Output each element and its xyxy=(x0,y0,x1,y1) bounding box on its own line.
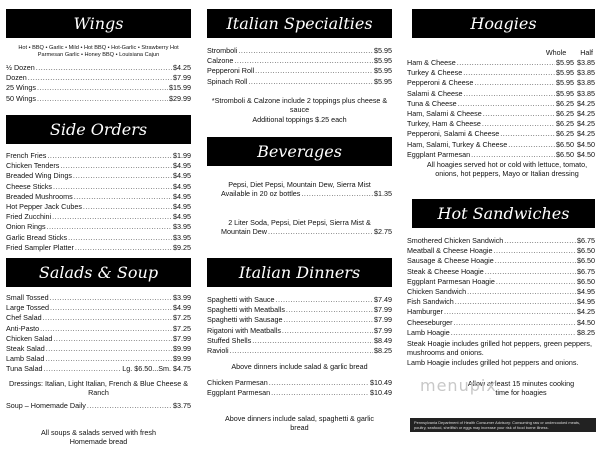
hot-sandwich-item xyxy=(407,318,595,328)
item-price: $15.99 xyxy=(169,83,191,93)
item-price: $9.99 xyxy=(173,354,191,364)
specialty-item xyxy=(207,46,392,56)
item-price: $10.49 xyxy=(370,388,392,398)
hoagie-item xyxy=(407,58,595,68)
item-price-half: $3.85 xyxy=(577,68,595,78)
item-price: $7.99 xyxy=(374,325,392,335)
item-name: Spinach Roll xyxy=(207,76,248,86)
item-price: $8.49 xyxy=(374,335,392,345)
item-name: Ham, Salami, Turkey & Cheese xyxy=(407,139,508,149)
item-name: Cheeseburger xyxy=(407,317,453,327)
item-name: Breaded Mushrooms xyxy=(6,191,73,201)
item-price: $6.75 xyxy=(577,266,595,276)
item-price: $4.95 xyxy=(577,286,595,296)
side-orders-title: Side Orders xyxy=(49,120,148,139)
dot-leader xyxy=(40,324,172,334)
salads-list xyxy=(6,293,191,375)
beverage-item-2 xyxy=(207,218,392,237)
item-name: Large Tossed xyxy=(6,303,50,313)
item-price: $7.99 xyxy=(173,333,191,343)
hot-sandwich-item xyxy=(407,246,595,256)
item-price: $4.99 xyxy=(173,303,191,313)
specialty-item xyxy=(207,56,392,66)
salad-item xyxy=(6,293,191,303)
dot-leader xyxy=(252,336,373,346)
dot-leader xyxy=(471,150,555,160)
italian-specialties-list xyxy=(207,46,392,87)
item-price-half: $4.25 xyxy=(577,108,595,118)
item-name: Chicken Sandwich xyxy=(407,286,467,296)
hot-sandwich-item xyxy=(407,256,595,266)
italian-dinners-header xyxy=(207,258,392,287)
dot-leader xyxy=(500,129,555,139)
dot-leader xyxy=(269,378,369,388)
item-name: 50 Wings xyxy=(6,93,36,103)
hot-sandwiches-note-2: Lamb Hoagie includes grilled hot peppers and onions. xyxy=(407,358,579,367)
dot-leader xyxy=(451,328,576,338)
item-price: $4.95 xyxy=(173,171,191,181)
item-name: Fried Sampler Platter xyxy=(6,242,74,252)
salad-item xyxy=(6,334,191,344)
hoagie-item xyxy=(407,150,595,160)
item-name: Steak & Cheese Hoagie xyxy=(407,266,484,276)
beverage-1-line-2: Available in 20 oz bottles xyxy=(221,189,301,199)
dressings-note: Dressings: Italian, Light Italian, French & Blue Cheese & Ranch xyxy=(9,379,188,398)
dot-leader xyxy=(36,63,172,73)
item-price: $6.25 xyxy=(556,119,574,129)
item-name: Lamb Salad xyxy=(6,354,45,364)
salads-header xyxy=(6,258,191,287)
item-price: $7.25 xyxy=(173,323,191,333)
item-price: $4.95 xyxy=(173,181,191,191)
item-name: Spaghetti with Sauce xyxy=(207,295,275,304)
dinner-item xyxy=(207,388,392,398)
dinner-item xyxy=(207,378,392,388)
item-price-half: $3.85 xyxy=(577,78,595,88)
hoagie-item xyxy=(407,119,595,129)
dot-leader xyxy=(496,277,576,287)
item-name: ½ Dozen xyxy=(6,63,35,72)
item-price-half: $4.50 xyxy=(577,139,595,149)
dot-leader xyxy=(28,73,172,83)
dinners-note-2: Above dinners include salad, spaghetti & garlic bread xyxy=(224,414,375,433)
hoagies-note: All hoagies served hot or cold with lettuce, tomato, onions, hot peppers, Mayo or Italian dressing xyxy=(426,160,588,179)
item-name: Anti-Pasto xyxy=(6,323,40,333)
hot-sandwiches-title: Hot Sandwiches xyxy=(437,204,570,223)
side-order-item xyxy=(6,233,191,243)
wings-title: Wings xyxy=(73,14,124,33)
item-name: Ravioli xyxy=(207,345,229,355)
soup-row xyxy=(6,401,191,411)
item-name: Salami & Cheese xyxy=(407,88,463,98)
side-order-item xyxy=(6,161,191,171)
dot-leader xyxy=(482,119,555,129)
hot-sandwich-item xyxy=(407,277,595,287)
item-price: $7.49 xyxy=(374,295,392,304)
dot-leader xyxy=(83,202,172,212)
item-name: Chicken Salad xyxy=(6,333,53,343)
dot-leader xyxy=(444,307,576,317)
hoagie-item xyxy=(407,99,595,109)
hot-sandwiches-list xyxy=(407,236,595,338)
item-name: Smothered Chicken Sandwich xyxy=(407,236,504,245)
item-price-half: $3.85 xyxy=(577,88,595,98)
dot-leader xyxy=(68,233,172,243)
hot-sandwich-item xyxy=(407,307,595,317)
hot-sandwich-item xyxy=(407,267,595,277)
dot-leader xyxy=(50,303,172,313)
item-name: Turkey & Cheese xyxy=(407,68,463,78)
item-price: $5.95 xyxy=(374,66,392,76)
item-name: Cheese Sticks xyxy=(6,181,52,191)
item-price: $8.25 xyxy=(577,327,595,337)
item-price: $4.95 xyxy=(173,161,191,171)
item-name: Meatball & Cheese Hoagie xyxy=(407,246,493,256)
specialties-note-2: Additional toppings $.25 each xyxy=(252,115,347,124)
hot-sandwich-item xyxy=(407,297,595,307)
item-name: Rigatoni with Meatballs xyxy=(207,325,281,335)
item-name: Chicken Parmesan xyxy=(207,378,268,387)
dot-leader xyxy=(47,151,172,161)
beverages-title: Beverages xyxy=(257,142,342,161)
side-order-item xyxy=(6,222,191,232)
dot-leader xyxy=(282,326,373,336)
column-middle xyxy=(207,0,392,464)
dot-leader xyxy=(75,243,172,253)
item-name: Tuna Salad xyxy=(6,364,43,374)
dot-leader xyxy=(276,295,373,305)
item-price: $4.95 xyxy=(577,297,595,307)
salad-item xyxy=(6,313,191,323)
dot-leader xyxy=(271,388,369,398)
dot-leader xyxy=(464,89,555,99)
item-price-half: $4.25 xyxy=(577,129,595,139)
specialty-item xyxy=(207,66,392,76)
side-order-item xyxy=(6,212,191,222)
cook-time-note: Allow at least 15 minutes cooking time for hoagies xyxy=(467,379,575,398)
menupix-watermark: menupix xyxy=(420,376,497,395)
dot-leader xyxy=(494,246,576,256)
item-price: $5.95 xyxy=(556,68,574,78)
side-order-item xyxy=(6,151,191,161)
item-price: $4.50 xyxy=(577,317,595,327)
salad-item xyxy=(6,344,191,354)
item-price: $4.95 xyxy=(173,201,191,211)
italian-dinners-title: Italian Dinners xyxy=(238,263,361,282)
dot-leader xyxy=(44,364,122,374)
item-price: $1.99 xyxy=(173,151,191,160)
item-price: $5.95 xyxy=(556,88,574,98)
dot-leader xyxy=(458,99,555,109)
hoagie-item xyxy=(407,109,595,119)
item-name: Lamb Hoagie xyxy=(407,327,450,337)
item-price: $5.95 xyxy=(556,58,574,67)
wings-item xyxy=(6,83,191,93)
item-name: 25 Wings xyxy=(6,83,36,93)
dot-leader xyxy=(454,318,576,328)
item-name: Eggplant Parmesan xyxy=(207,388,271,398)
item-price: $6.50 xyxy=(577,276,595,286)
item-price: $3.99 xyxy=(173,293,191,302)
dinner-item xyxy=(207,336,392,346)
item-name: Small Tossed xyxy=(6,293,49,302)
item-price: $6.50 xyxy=(577,246,595,256)
italian-specialties-title: Italian Specialties xyxy=(226,14,373,33)
wings-item xyxy=(6,94,191,104)
side-order-item xyxy=(6,182,191,192)
beverage-1-line-1: Pepsi, Diet Pepsi, Mountain Dew, Sierra Mist xyxy=(228,180,371,189)
hoagies-whole-head: Whole xyxy=(545,48,567,57)
item-name: French Fries xyxy=(6,151,47,160)
item-price: $9.99 xyxy=(173,343,191,353)
item-price: $6.50 xyxy=(556,139,574,149)
item-price: $6.50 xyxy=(577,256,595,266)
item-price: $7.99 xyxy=(173,73,191,83)
wings-item xyxy=(6,73,191,83)
dot-leader xyxy=(60,161,172,171)
health-advisory: Pennsylvania Department of Health Consumer Advisory: Consuming raw or undercooked meats, poultry, seafood, shellfish or eggs may increase your risk of food borne illness. xyxy=(410,418,596,432)
dot-leader xyxy=(485,267,576,277)
side-order-item xyxy=(6,192,191,202)
item-name: Stuffed Shells xyxy=(207,335,252,345)
item-price: $4.95 xyxy=(173,212,191,222)
item-name: Pepperoni Roll xyxy=(207,66,255,76)
dot-leader xyxy=(467,287,576,297)
item-price: $5.95 xyxy=(556,78,574,88)
dot-leader xyxy=(504,236,576,246)
item-name: Turkey, Ham & Cheese xyxy=(407,119,481,129)
dot-leader xyxy=(46,344,172,354)
item-price: $29.99 xyxy=(169,93,191,103)
specialties-note-1: *Stromboli & Calzone include 2 toppings plus cheese & sauce xyxy=(211,96,388,115)
item-price: $7.99 xyxy=(374,305,392,315)
item-price: $10.49 xyxy=(370,378,392,387)
item-price: $6.25 xyxy=(556,98,574,108)
dot-leader xyxy=(73,171,172,181)
salad-item xyxy=(6,364,191,374)
item-price: $8.25 xyxy=(374,345,392,355)
item-price-half: $4.25 xyxy=(577,98,595,108)
dot-leader xyxy=(495,256,576,266)
side-order-item xyxy=(6,171,191,181)
salad-item xyxy=(6,354,191,364)
item-price-half: $3.85 xyxy=(577,58,595,67)
side-orders-header xyxy=(6,115,191,144)
dot-leader xyxy=(474,78,555,88)
item-name: Fried Zucchini xyxy=(6,212,52,222)
salad-item xyxy=(6,324,191,334)
item-name: Hamburger xyxy=(407,307,443,317)
item-name: Stromboli xyxy=(207,46,238,55)
dot-leader xyxy=(483,109,555,119)
dinner-item xyxy=(207,326,392,336)
beverage-item-1 xyxy=(207,180,392,199)
item-price-half: $4.25 xyxy=(577,119,595,129)
dot-leader xyxy=(463,68,555,78)
item-price-half: $4.50 xyxy=(577,149,595,159)
item-price: $4.25 xyxy=(577,307,595,317)
item-name: Spaghetti with Sausage xyxy=(207,315,283,325)
hot-sandwich-item xyxy=(407,236,595,246)
soup-name: Soup – Homemade Daily xyxy=(6,401,86,410)
dot-leader xyxy=(53,182,172,192)
item-price: Lg. $6.50...Sm. $4.75 xyxy=(122,364,191,374)
hot-sandwich-item xyxy=(407,328,595,338)
item-price: $5.95 xyxy=(374,56,392,66)
item-price: $6.25 xyxy=(556,108,574,118)
item-name: Dozen xyxy=(6,73,27,83)
item-name: Pepperoni, Salami & Cheese xyxy=(407,129,500,139)
item-price: $9.25 xyxy=(173,242,191,252)
item-name: Garlic Bread Sticks xyxy=(6,232,68,242)
wings-header xyxy=(6,9,191,38)
item-name: Chef Salad xyxy=(6,313,42,323)
item-name: Hot Pepper Jack Cubes xyxy=(6,201,82,211)
dot-leader xyxy=(508,140,555,150)
item-price: $3.95 xyxy=(173,232,191,242)
hoagie-item xyxy=(407,78,595,88)
beverage-2-price: $2.75 xyxy=(374,227,392,237)
item-price: $7.25 xyxy=(173,313,191,323)
dot-leader xyxy=(74,192,172,202)
salads-footnote: All soups & salads served with fresh Homemade bread xyxy=(40,428,157,447)
hoagies-header xyxy=(412,9,595,38)
column-left xyxy=(6,0,191,464)
dot-leader xyxy=(53,334,172,344)
item-price: $7.99 xyxy=(374,315,392,325)
hoagie-item xyxy=(407,140,595,150)
side-order-item xyxy=(6,202,191,212)
item-price: $4.25 xyxy=(173,63,191,72)
dot-leader xyxy=(37,83,168,93)
item-price: $5.95 xyxy=(374,76,392,86)
hot-sandwiches-note-1: Steak Hoagie includes grilled hot peppers, green peppers, mushrooms and onions. xyxy=(407,339,592,358)
item-price: $6.75 xyxy=(577,236,595,245)
dot-leader xyxy=(43,313,172,323)
item-price: $4.95 xyxy=(173,191,191,201)
hoagies-half-head: Half xyxy=(580,48,593,57)
wings-list xyxy=(6,63,191,104)
hoagies-list xyxy=(407,58,595,160)
item-name: Sausage & Cheese Hoagie xyxy=(407,256,494,266)
beverage-1-price: $1.35 xyxy=(374,189,392,199)
dot-leader xyxy=(286,305,373,315)
item-name: Pepperoni & Cheese xyxy=(407,78,474,88)
dot-leader xyxy=(455,297,576,307)
item-price: $6.25 xyxy=(556,129,574,139)
dot-leader xyxy=(234,56,373,66)
item-name: Ham & Cheese xyxy=(407,58,456,67)
side-order-item xyxy=(6,243,191,253)
soup-price: $3.75 xyxy=(173,401,191,410)
item-name: Fish Sandwich xyxy=(407,297,454,307)
hoagie-item xyxy=(407,68,595,78)
beverage-2-line-1: 2 Liter Soda, Pepsi, Diet Pepsi, Sierra Mist & xyxy=(228,218,371,227)
hot-sandwich-item xyxy=(407,287,595,297)
dot-leader xyxy=(238,46,373,56)
salads-title: Salads & Soup xyxy=(38,263,159,282)
item-price: $3.95 xyxy=(173,222,191,232)
italian-dinners-list xyxy=(207,295,392,356)
italian-dinners-list-2 xyxy=(207,378,392,398)
dot-leader xyxy=(47,222,172,232)
hoagie-item xyxy=(407,89,595,99)
dinner-item xyxy=(207,346,392,356)
hoagie-item xyxy=(407,129,595,139)
dot-leader xyxy=(230,346,373,356)
dot-leader xyxy=(37,94,168,104)
item-name: Tuna & Cheese xyxy=(407,98,457,108)
specialty-item xyxy=(207,77,392,87)
dot-leader xyxy=(248,77,373,87)
item-name: Breaded Wing Dings xyxy=(6,171,72,181)
item-name: Ham, Salami & Cheese xyxy=(407,108,482,118)
hoagies-column-heads xyxy=(407,48,595,58)
item-name: Onion Rings xyxy=(6,222,46,232)
dot-leader xyxy=(45,354,172,364)
item-name: Calzone xyxy=(207,56,234,66)
dot-leader xyxy=(255,66,373,76)
italian-specialties-header xyxy=(207,9,392,38)
dot-leader xyxy=(52,212,172,222)
beverages-header xyxy=(207,137,392,166)
wings-flavors: Hot • BBQ • Garlic • Mild • Hot BBQ • Hot-Garlic • Strawberry Hot Parmesan Garlic • Honey BBQ • Louisiana Cajun xyxy=(18,45,179,58)
dot-leader xyxy=(457,58,555,68)
side-orders-list xyxy=(6,151,191,253)
item-name: Eggplant Parmesan Hoagie xyxy=(407,276,495,286)
item-name: Eggplant Parmesan xyxy=(407,149,471,159)
dinner-item xyxy=(207,295,392,305)
dot-leader xyxy=(284,315,373,325)
salad-item xyxy=(6,303,191,313)
item-price: $5.95 xyxy=(374,46,392,55)
hoagies-title: Hoagies xyxy=(470,14,537,33)
dinners-note-1: Above dinners include salad & garlic bread xyxy=(231,362,368,371)
dinner-item xyxy=(207,305,392,315)
item-name: Chicken Tenders xyxy=(6,161,60,171)
dinner-item xyxy=(207,315,392,325)
wings-item xyxy=(6,63,191,73)
dot-leader xyxy=(50,293,172,303)
item-name: Steak Salad xyxy=(6,343,45,353)
beverage-2-line-2: Mountain Dew xyxy=(221,227,267,237)
hot-sandwiches-header xyxy=(412,199,595,228)
item-name: Spaghetti with Meatballs xyxy=(207,305,285,315)
item-price: $6.50 xyxy=(556,149,574,159)
